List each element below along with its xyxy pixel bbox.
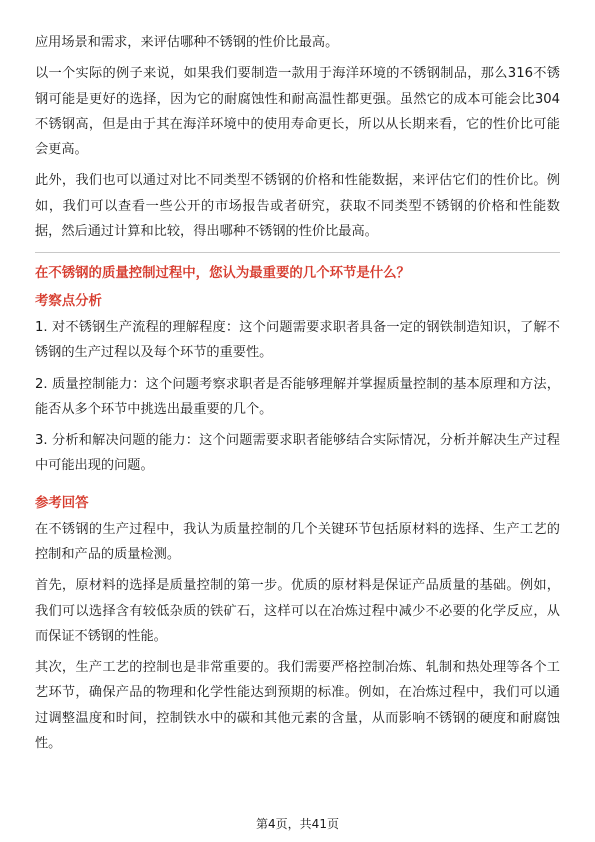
body-paragraph: 以一个实际的例子来说，如果我们要制造一款用于海洋环境的不锈钢制品，那么316不锈钢可能是更好的选择，因为它的耐腐蚀性和耐高温性都更强。虽然它的成本可能会比304不锈钢高，但是由于其在海洋环境中的使用寿命更长，所以从长期来看，它的性价比可能会更高。 bbox=[35, 66, 560, 157]
page-content bbox=[35, 30, 560, 762]
analysis-heading: 考察点分析 bbox=[35, 294, 102, 309]
page-number: 第4页，共41页 bbox=[256, 817, 339, 831]
section-spacer bbox=[35, 485, 560, 491]
interview-question: 在不锈钢的质量控制过程中，您认为最重要的几个环节是什么？ bbox=[35, 266, 410, 281]
answer-heading: 参考回答 bbox=[35, 495, 89, 511]
body-paragraph: 此外，我们也可以通过对比不同类型不锈钢的价格和性能数据，来评估它们的性价比。例如，我们可以查看一些公开的市场报告或者研究，获取不同类型不锈钢的价格和性能数据，然后通过计算和比较，得出哪种不锈钢的性价比最高。 bbox=[35, 173, 560, 239]
analysis-item: 1. 对不锈钢生产流程的理解程度：这个问题需要求职者具备一定的钢铁制造知识，了解不锈钢的生产过程以及每个环节的重要性。 bbox=[35, 320, 560, 361]
answer-paragraph: 首先，原材料的选择是质量控制的第一步。优质的原材料是保证产品质量的基础。例如，我们可以选择含有较低杂质的铁矿石，这样可以在冶炼过程中减少不必要的化学反应，从而保证不锈钢的性能。 bbox=[35, 578, 560, 644]
body-paragraph: 应用场景和需求，来评估哪种不锈钢的性价比最高。 bbox=[35, 35, 339, 50]
answer-paragraph: 在不锈钢的生产过程中，我认为质量控制的几个关键环节包括原材料的选择、生产工艺的控制和产品的质量检测。 bbox=[35, 521, 560, 562]
analysis-item: 3. 分析和解决问题的能力：这个问题需要求职者能够结合实际情况，分析并解决生产过程中可能出现的问题。 bbox=[35, 433, 560, 474]
analysis-item: 2. 质量控制能力：这个问题考察求职者是否能够理解并掌握质量控制的基本原理和方法，能否从多个环节中挑选出最重要的几个。 bbox=[35, 376, 560, 417]
section-divider bbox=[35, 252, 560, 253]
answer-paragraph: 其次，生产工艺的控制也是非常重要的。我们需要严格控制冶炼、轧制和热处理等各个工艺环节，确保产品的物理和化学性能达到预期的标准。例如，在冶炼过程中，我们可以通过调整温度和时间，控制铁水中的碳和其他元素的含量，从而影响不锈钢的硬度和耐腐蚀性。 bbox=[35, 660, 560, 751]
